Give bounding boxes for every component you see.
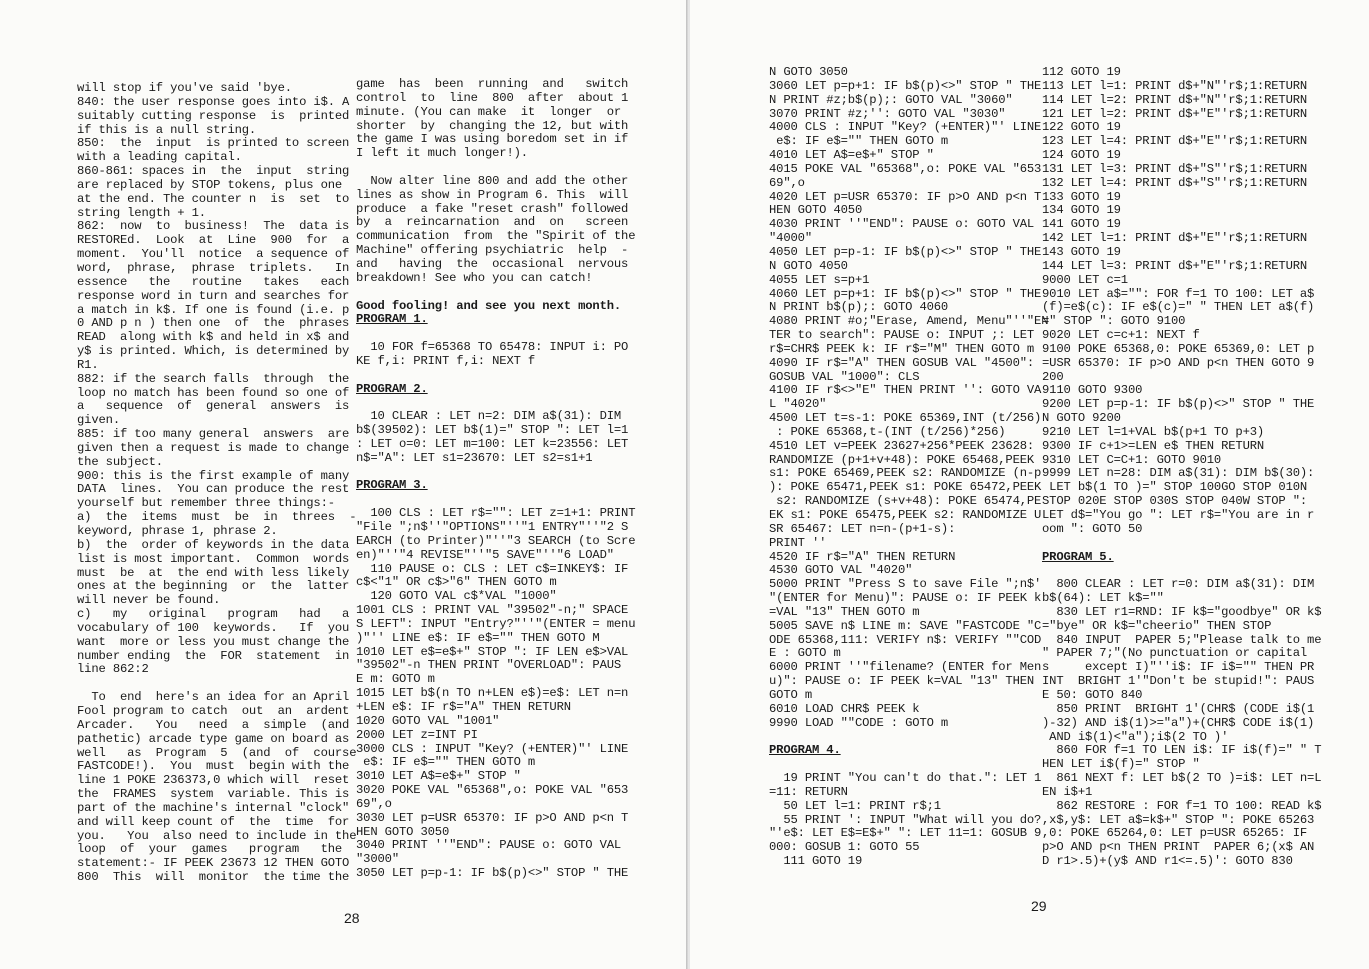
text-line — [77, 677, 356, 691]
text-line: EK s1: POKE 65475,PEEK s2: RANDOMIZE U — [769, 508, 1042, 522]
text-line: R1. — [77, 357, 99, 372]
text-line: 9210 LET l=1+VAL b$(p+1 TO p+3) — [1042, 424, 1265, 439]
text-line: loop of your games program the — [77, 842, 343, 857]
text-line: e$: IF e$="" THEN GOTO m — [769, 134, 949, 149]
text-line: 132 LET l=4: PRINT d$+"S"'r$;1:RETURN — [1042, 175, 1308, 190]
text-line: 850: the input is printed to screen — [77, 136, 350, 151]
text-line: 6010 LOAD CHR$ PEEK k — [769, 701, 920, 716]
text-line: 111 GOTO 19 — [769, 854, 863, 869]
program-heading: PROGRAM 1. — [356, 312, 428, 327]
text-line: breakdown! See who you can catch! — [356, 270, 593, 285]
text-line: 0 AND p n ) then one of the phrases — [77, 316, 350, 331]
text-line: ): POKE 65471,PEEK s1: POKE 65472,PEEK — [769, 480, 1042, 495]
text-line: 3030 LET p=USR 65370: IF p>O AND p<n T — [356, 810, 629, 825]
text-line: 114 LET l=2: PRINT d$+"N"'r$;1:RETURN — [1042, 92, 1308, 107]
text-line: N GOTO 3050 — [769, 65, 848, 79]
right-page-column-2 — [1042, 66, 1321, 869]
text-line: a match in k$. If one is found (i.e. p — [77, 302, 350, 317]
text-line: " PAPER 7;"(No punctuation or capital — [1042, 646, 1308, 661]
text-line: 840 INPUT PAPER 5;"Please talk to me — [1042, 632, 1322, 647]
text-line: PRINT '' — [769, 535, 827, 550]
text-line: a) the items must be in threes - — [77, 510, 357, 525]
text-line: response word in turn and searches for — [77, 288, 350, 303]
text-line: 9200 LET p=p-1: IF b$(p)<>" STOP " THE — [1042, 397, 1315, 412]
right-page-column-1 — [769, 66, 1048, 869]
text-line: line 862:2 — [77, 662, 149, 677]
text-line: 121 LET l=2: PRINT d$+"E"'r$;1:RETURN — [1042, 106, 1308, 121]
text-line: 5005 SAVE n$ LINE m: SAVE "FASTCODE "C — [769, 618, 1042, 633]
text-line — [356, 327, 635, 341]
text-line: "(ENTER for Menu)": PAUSE o: IF PEEK k — [769, 591, 1042, 606]
text-line: Fool program to catch out an ardent — [77, 703, 350, 718]
text-line: 144 LET l=3: PRINT d$+"E"'r$;1:RETURN — [1042, 258, 1308, 273]
text-line: will stop if you've said 'bye. — [77, 81, 292, 95]
text-line: 9000 LET c=1 — [1042, 272, 1128, 287]
text-line: N PRINT #z;b$(p);: GOTO VAL "3060" — [769, 92, 1013, 107]
text-line: must be at the end with less likely — [77, 565, 350, 580]
text-line: "39502"-n THEN PRINT "OVERLOAD": PAUS — [356, 658, 622, 673]
text-line: 3020 POKE VAL "65368",o: POKE VAL "653 — [356, 783, 629, 798]
text-line: e$: IF e$="" THEN GOTO m — [356, 755, 536, 770]
text-line: n$="A": LET s1=23670: LET s2=s1+1 — [356, 450, 593, 465]
text-line: at the end. The counter n is set to — [77, 191, 350, 206]
text-line: with a leading capital. — [77, 150, 242, 165]
text-line: 4055 LET s=p+1 — [769, 272, 870, 287]
text-line: 2000 LET z=INT PI — [356, 727, 478, 742]
text-line: well as Program 5 (and of course — [77, 745, 357, 760]
text-line: 100 CLS : LET r$="": LET z=1+1: PRINT — [356, 506, 636, 521]
text-line: loop no match has been found so one of — [77, 385, 350, 400]
text-line: 123 LET l=4: PRINT d$+"E"'r$;1:RETURN — [1042, 134, 1308, 149]
text-line: 4530 GOTO VAL "4020" — [769, 563, 913, 578]
text-line: 9300 IF c+1>=LEN e$ THEN RETURN — [1042, 438, 1265, 453]
text-line: EN i$+1 — [1042, 784, 1093, 799]
text-line: p>O AND p<n THEN PRINT PAPER 6;(x$ AN — [1042, 840, 1315, 855]
text-line: b) the order of keywords in the data — [77, 537, 350, 552]
text-line: want more or less you must change the — [77, 634, 350, 649]
text-line: 3000 CLS : INPUT "Key? (+ENTER)"' LINE — [356, 741, 629, 756]
text-line: 850 PRINT BRIGHT 1'(CHR$ (CODE i$(1 — [1042, 701, 1315, 716]
text-line — [356, 493, 635, 507]
program-heading: PROGRAM 5. — [1042, 549, 1114, 564]
text-line: 885: if too many general answers are — [77, 427, 350, 442]
text-line: 4500 LET t=s-1: POKE 65369,INT (t/256) — [769, 411, 1042, 426]
text-line: 4010 LET A$=e$+" STOP " — [769, 148, 934, 163]
text-line: STOP 020E STOP 030S STOP 040W STOP ": — [1042, 494, 1308, 509]
text-line: 4100 IF r$<>"E" THEN PRINT '': GOTO VA — [769, 383, 1042, 398]
text-line: ,x$,y$: LET a$=k$+" STOP ": POKE 65263 — [1042, 812, 1315, 827]
text-line: LET d$="You go ": LET r$="You are in r — [1042, 508, 1315, 522]
text-line: 5000 PRINT "Press S to save File ";n$' — [769, 577, 1042, 592]
text-line: keyword, phrase 1, phrase 2. — [77, 524, 278, 538]
text-line: 862: now to business! The data is — [77, 219, 350, 234]
text-line: )"'' LINE e$: IF e$="" THEN GOTO M — [356, 630, 600, 645]
text-line: produce a fake "reset crash" followed — [356, 201, 629, 216]
text-line: ones at the beginning or the latter — [77, 579, 350, 594]
text-line: 122 GOTO 19 — [1042, 120, 1121, 135]
page-number: 28 — [344, 910, 360, 926]
text-line: 134 GOTO 19 — [1042, 203, 1121, 218]
text-line: LET b$(1 TO )=" STOP 100GO STOP 010N — [1042, 480, 1308, 495]
text-line: statement:- IF PEEK 23673 12 THEN GOTO — [77, 856, 350, 871]
text-line: are replaced by STOP tokens, plus one — [77, 177, 343, 192]
text-line: "3000" — [356, 852, 399, 867]
text-line: given. — [77, 413, 120, 428]
text-line: SR 65467: LET n=n-(p+1-s): — [769, 521, 956, 536]
text-line: c$<"1" OR c$>"6" THEN GOTO m — [356, 575, 557, 590]
text-line: will never be found. — [77, 593, 221, 608]
text-line: b$(39502): LET b$(1)=" STOP ": LET l=1 — [356, 423, 629, 438]
text-line: N GOTO 9200 — [1042, 411, 1121, 426]
text-line: 4030 PRINT ''"END": PAUSE o: GOTO VAL — [769, 217, 1035, 232]
text-line: ODE 65368,111: VERIFY n$: VERIFY ""COD — [769, 632, 1042, 647]
left-page-column-2 — [356, 78, 635, 881]
text-line: D r1>.5)+(y$ AND r1<=.5)': GOTO 830 — [1042, 854, 1293, 869]
text-line — [356, 396, 635, 410]
text-line: 113 LET l=1: PRINT d$+"N"'r$;1:RETURN — [1042, 78, 1308, 93]
text-line: =11: RETURN — [769, 784, 848, 799]
text-line: "4000" — [769, 231, 812, 246]
text-line: EARCH (to Printer)"''"3 SEARCH (to Scre — [356, 533, 636, 548]
text-line: and having the occasional nervous — [356, 256, 629, 271]
text-line — [769, 731, 1048, 745]
text-line: 131 LET l=3: PRINT d$+"S"'r$;1:RETURN — [1042, 161, 1308, 176]
text-line — [356, 161, 635, 175]
text-line: 3010 LET A$=e$+" STOP " — [356, 769, 521, 784]
text-line: 9310 LET C=C+1: GOTO 9010 — [1042, 452, 1222, 467]
text-line: RANDOMIZE (p+1+v+48): POKE 65468,PEEK — [769, 452, 1035, 467]
text-line: "File ";n$''"OPTIONS"''"1 ENTRY"''"2 S — [356, 520, 629, 534]
text-line: AND i$(1)<"a");i$(2 TO )' — [1042, 729, 1229, 744]
text-line: game has been running and switch — [356, 77, 629, 91]
text-line: suitably cutting response is printed — [77, 108, 350, 123]
text-line: 3050 LET p=p-1: IF b$(p)<>" STOP " THE — [356, 866, 629, 881]
text-line: 860 FOR f=1 TO LEN i$: IF i$(f)=" " T — [1042, 743, 1322, 758]
text-line — [769, 758, 1048, 772]
text-line: To end here's an idea for an April — [77, 690, 350, 705]
text-line: 4090 IF r$="A" THEN GOSUB VAL "4500": — [769, 355, 1035, 370]
text-line: GOTO m — [769, 687, 812, 702]
text-line: oom ": GOTO 50 — [1042, 521, 1143, 536]
program-heading: PROGRAM 4. — [769, 743, 841, 758]
text-line: en)"''"4 REVISE"''"5 SAVE"''"6 LOAD" — [356, 547, 614, 562]
text-line: string length + 1. — [77, 205, 206, 220]
text-line — [1042, 564, 1321, 578]
text-line: r$=CHR$ PEEK k: IF r$="M" THEN GOTO m — [769, 341, 1035, 356]
left-page-column-1 — [77, 82, 356, 885]
text-line: s1: POKE 65469,PEEK s2: RANDOMIZE (n-p — [769, 466, 1042, 481]
text-line: 1020 GOTO VAL "1001" — [356, 713, 500, 728]
text-line: N PRINT b$(p);: GOTO 4060 — [769, 300, 949, 315]
text-line: DATA lines. You can produce the rest — [77, 482, 350, 497]
text-line: 900: this is the first example of many — [77, 468, 350, 483]
text-line: s2: RANDOMIZE (s+v+48): POKE 65474,PE — [769, 494, 1042, 509]
text-line: 9990 LOAD ""CODE : GOTO m — [769, 715, 949, 730]
text-line: 110 PAUSE o: CLS : LET c$=INKEY$: IF — [356, 561, 629, 576]
text-line: N GOTO 4050 — [769, 258, 848, 273]
text-line: TER to search": PAUSE o: INPUT ;: LET — [769, 328, 1035, 343]
text-line: HEN GOTO 3050 — [356, 824, 450, 839]
text-line: : LET o=0: LET m=100: LET k=23556: LET — [356, 436, 629, 451]
text-line: word, phrase, phrase triplets. In — [77, 260, 350, 275]
text-line: communication from the "Spirit of the — [356, 229, 636, 244]
text-line: the FRAMES system variable. This is — [77, 787, 350, 802]
page-number: 29 — [1031, 898, 1047, 914]
text-line: b$(64): LET k$="" — [1042, 591, 1164, 606]
text-line: 141 GOTO 19 — [1042, 217, 1121, 232]
text-line: 55 PRINT ': INPUT "What will you do? — [769, 812, 1042, 827]
text-line: 1015 LET b$(n TO n+LEN e$)=e$: LET n=n — [356, 686, 629, 701]
text-line: 882: if the search falls through the — [77, 371, 350, 386]
text-line: shorter by changing the 12, but with — [356, 118, 629, 133]
text-line: ="bye" OR k$="cheerio" THEN STOP — [1042, 618, 1272, 633]
text-line: and will keep count of the time for — [77, 814, 350, 829]
text-line: given then a request is made to change — [77, 440, 350, 455]
text-line: 4000 CLS : INPUT "Key? (+ENTER)"' LINE — [769, 120, 1042, 135]
text-line: a sequence of general answers is — [77, 399, 350, 414]
text-line: yourself but remember three things:- — [77, 496, 335, 511]
text-line: L "4020" — [769, 397, 827, 412]
text-line: "'e$: LET E$=E$+" ": LET 11=1: GOSUB 9 — [769, 826, 1042, 841]
text-line: GOSUB VAL "1000": CLS — [769, 369, 920, 384]
text-line: 6000 PRINT ''"filename? (ENTER for Men — [769, 660, 1042, 675]
text-line: 9020 LET c=c+1: NEXT f — [1042, 328, 1200, 343]
text-line: 10 FOR f=65368 TO 65478: INPUT i: PO — [356, 340, 629, 355]
text-line: 9010 LET a$="": FOR f=1 TO 100: LET a$ — [1042, 286, 1315, 301]
text-line: y$ is printed. Which, is determined by — [77, 344, 350, 359]
text-line: Arcader. You need a simple (and — [77, 717, 350, 732]
program-heading: PROGRAM 3. — [356, 478, 428, 493]
text-line: E m: GOTO m — [356, 672, 435, 687]
text-line: 120 GOTO VAL c$*VAL "1000" — [356, 589, 557, 604]
text-line: HEN GOTO 4050 — [769, 203, 863, 218]
text-line: you. You also need to include in the — [77, 828, 357, 843]
text-line: 143 GOTO 19 — [1042, 244, 1121, 259]
text-line: 1010 LET e$=e$+" STOP ": IF LEN e$>VAL — [356, 644, 629, 659]
text-line: Good fooling! and see you next month. — [356, 298, 622, 313]
text-line — [356, 369, 635, 383]
text-line: ,0: POKE 65264,0: LET p=USR 65265: IF — [1042, 826, 1308, 841]
text-line: )-32) AND i$(1)>="a")+(CHR$ CODE i$(1) — [1042, 715, 1315, 730]
text-line: Now alter line 800 and add the other — [356, 173, 629, 188]
text-line: the game I was using boredom set in if — [356, 132, 629, 147]
text-line: 4520 IF r$="A" THEN RETURN — [769, 549, 956, 564]
text-line: 4020 LET p=USR 65370: IF p>O AND p<n T — [769, 189, 1042, 204]
text-line: 4060 LET p=p+1: IF b$(p)<>" STOP " THE — [769, 286, 1042, 301]
text-line: KE f,i: PRINT f,i: NEXT f — [356, 353, 536, 368]
text-line: 112 GOTO 19 — [1042, 65, 1121, 79]
text-line: 124 GOTO 19 — [1042, 148, 1121, 163]
text-line: 142 LET l=1: PRINT d$+"E"'r$;1:RETURN — [1042, 231, 1308, 246]
text-line: 800 CLEAR : LET r=0: DIM a$(31): DIM — [1042, 577, 1315, 592]
text-line: 50 LET l=1: PRINT r$;1 — [769, 798, 941, 813]
text-line: S LEFT": INPUT "Entry?"''"(ENTER = menu — [356, 616, 636, 631]
text-line: : POKE 65368,t-(INT (t/256)*256) — [769, 424, 1006, 439]
text-line: c) my original program had a — [77, 607, 350, 622]
text-line: 200 — [1042, 369, 1064, 384]
text-line: 1001 CLS : PRINT VAL "39502"-n;" SPACE — [356, 603, 629, 618]
text-line: if this is a null string. — [77, 122, 257, 137]
text-line: 000: GOSUB 1: GOTO 55 — [769, 840, 920, 855]
text-line: u)": PAUSE o: IF PEEK k=VAL "13" THEN — [769, 674, 1035, 689]
text-line: Machine" offering psychiatric help - — [356, 243, 629, 258]
text-line: s except I)"''i$: IF i$="" THEN PR — [1042, 660, 1315, 675]
text-line: =USR 65370: IF p>O AND p<n THEN GOTO 9 — [1042, 355, 1315, 370]
text-line: by a reincarnation and on screen — [356, 215, 629, 230]
text-line: line 1 POKE 236373,0 which will reset — [77, 773, 350, 788]
text-line: 860-861: spaces in the input string — [77, 164, 350, 179]
text-line: RESTOREd. Look at Line 900 for a — [77, 233, 350, 248]
text-line — [356, 466, 635, 480]
text-line: 4050 LET p=p-1: IF b$(p)<>" STOP " THE — [769, 244, 1042, 259]
text-line: 9100 POKE 65368,0: POKE 65369,0: LET p — [1042, 341, 1315, 356]
text-line: INT BRIGHT 1'"Don't be stupid!": PAUS — [1042, 674, 1315, 689]
text-line: =" STOP ": GOTO 9100 — [1042, 314, 1186, 329]
text-line: 4080 PRINT #o;"Erase, Amend, Menu"''"EN — [769, 314, 1049, 329]
text-line: pathetic) arcade type game on board as — [77, 731, 350, 746]
text-line: 133 GOTO 19 — [1042, 189, 1121, 204]
text-line: part of the machine's internal "clock" — [77, 800, 350, 815]
text-line: HEN LET i$(f)=" STOP " — [1042, 757, 1200, 772]
text-line: 3040 PRINT ''"END": PAUSE o: GOTO VAL — [356, 838, 622, 853]
text-line: 69",o — [769, 175, 805, 190]
text-line: lines as show in Program 6. This will — [356, 187, 629, 202]
text-line: minute. (You can make it longer or — [356, 104, 622, 119]
text-line: 9110 GOTO 9300 — [1042, 383, 1143, 398]
text-line: 3070 PRINT #z;'': GOTO VAL "3030" — [769, 106, 1006, 121]
text-line: 862 RESTORE : FOR f=1 TO 100: READ k$ — [1042, 798, 1322, 813]
text-line: 9999 LET n=28: DIM a$(31): DIM b$(30): — [1042, 466, 1315, 481]
text-line: 840: the user response goes into i$. A — [77, 94, 350, 109]
text-line: (f)=e$(c): IF e$(c)=" " THEN LET a$(f) — [1042, 300, 1315, 315]
text-line: FASTCODE!). You must begin with the — [77, 759, 350, 774]
text-line: moment. You'll notice a sequence of — [77, 247, 350, 262]
text-line: control to line 800 after about 1 — [356, 90, 629, 105]
text-line: 10 CLEAR : LET n=2: DIM a$(31): DIM — [356, 409, 622, 424]
text-line: vocabulary of 100 keywords. If you — [77, 620, 350, 635]
text-line: 69",o — [356, 796, 392, 811]
text-line: 830 LET r1=RND: IF k$="goodbye" OR k$ — [1042, 604, 1322, 619]
text-line: READ along with k$ and held in x$ and — [77, 330, 350, 345]
text-line: essence the routine takes each — [77, 274, 350, 289]
text-line: 861 NEXT f: LET b$(2 TO )=i$: LET n=L — [1042, 771, 1322, 786]
text-line: 3060 LET p=p+1: IF b$(p)<>" STOP " THE — [769, 78, 1042, 93]
text-line — [1042, 537, 1321, 551]
program-heading: PROGRAM 2. — [356, 381, 428, 396]
right-page — [690, 0, 1369, 969]
text-line: I left it much longer!). — [356, 146, 528, 161]
text-line: +LEN e$: IF r$="A" THEN RETURN — [356, 699, 571, 714]
text-line: list is most important. Common words — [77, 551, 350, 566]
text-line: =VAL "13" THEN GOTO m — [769, 604, 920, 619]
text-line: the subject. — [77, 454, 163, 469]
text-line: 19 PRINT "You can't do that.": LET 1 — [769, 771, 1042, 786]
text-line: 4510 LET v=PEEK 23627+256*PEEK 23628: — [769, 438, 1035, 453]
text-line: number ending the FOR statement in — [77, 648, 350, 663]
text-line: E 50: GOTO 840 — [1042, 687, 1143, 702]
text-line: 4015 POKE VAL "65368",o: POKE VAL "653 — [769, 161, 1042, 176]
text-line — [356, 286, 635, 300]
text-line: 800 This will monitor the time the — [77, 870, 350, 885]
text-line: E : GOTO m — [769, 646, 841, 661]
